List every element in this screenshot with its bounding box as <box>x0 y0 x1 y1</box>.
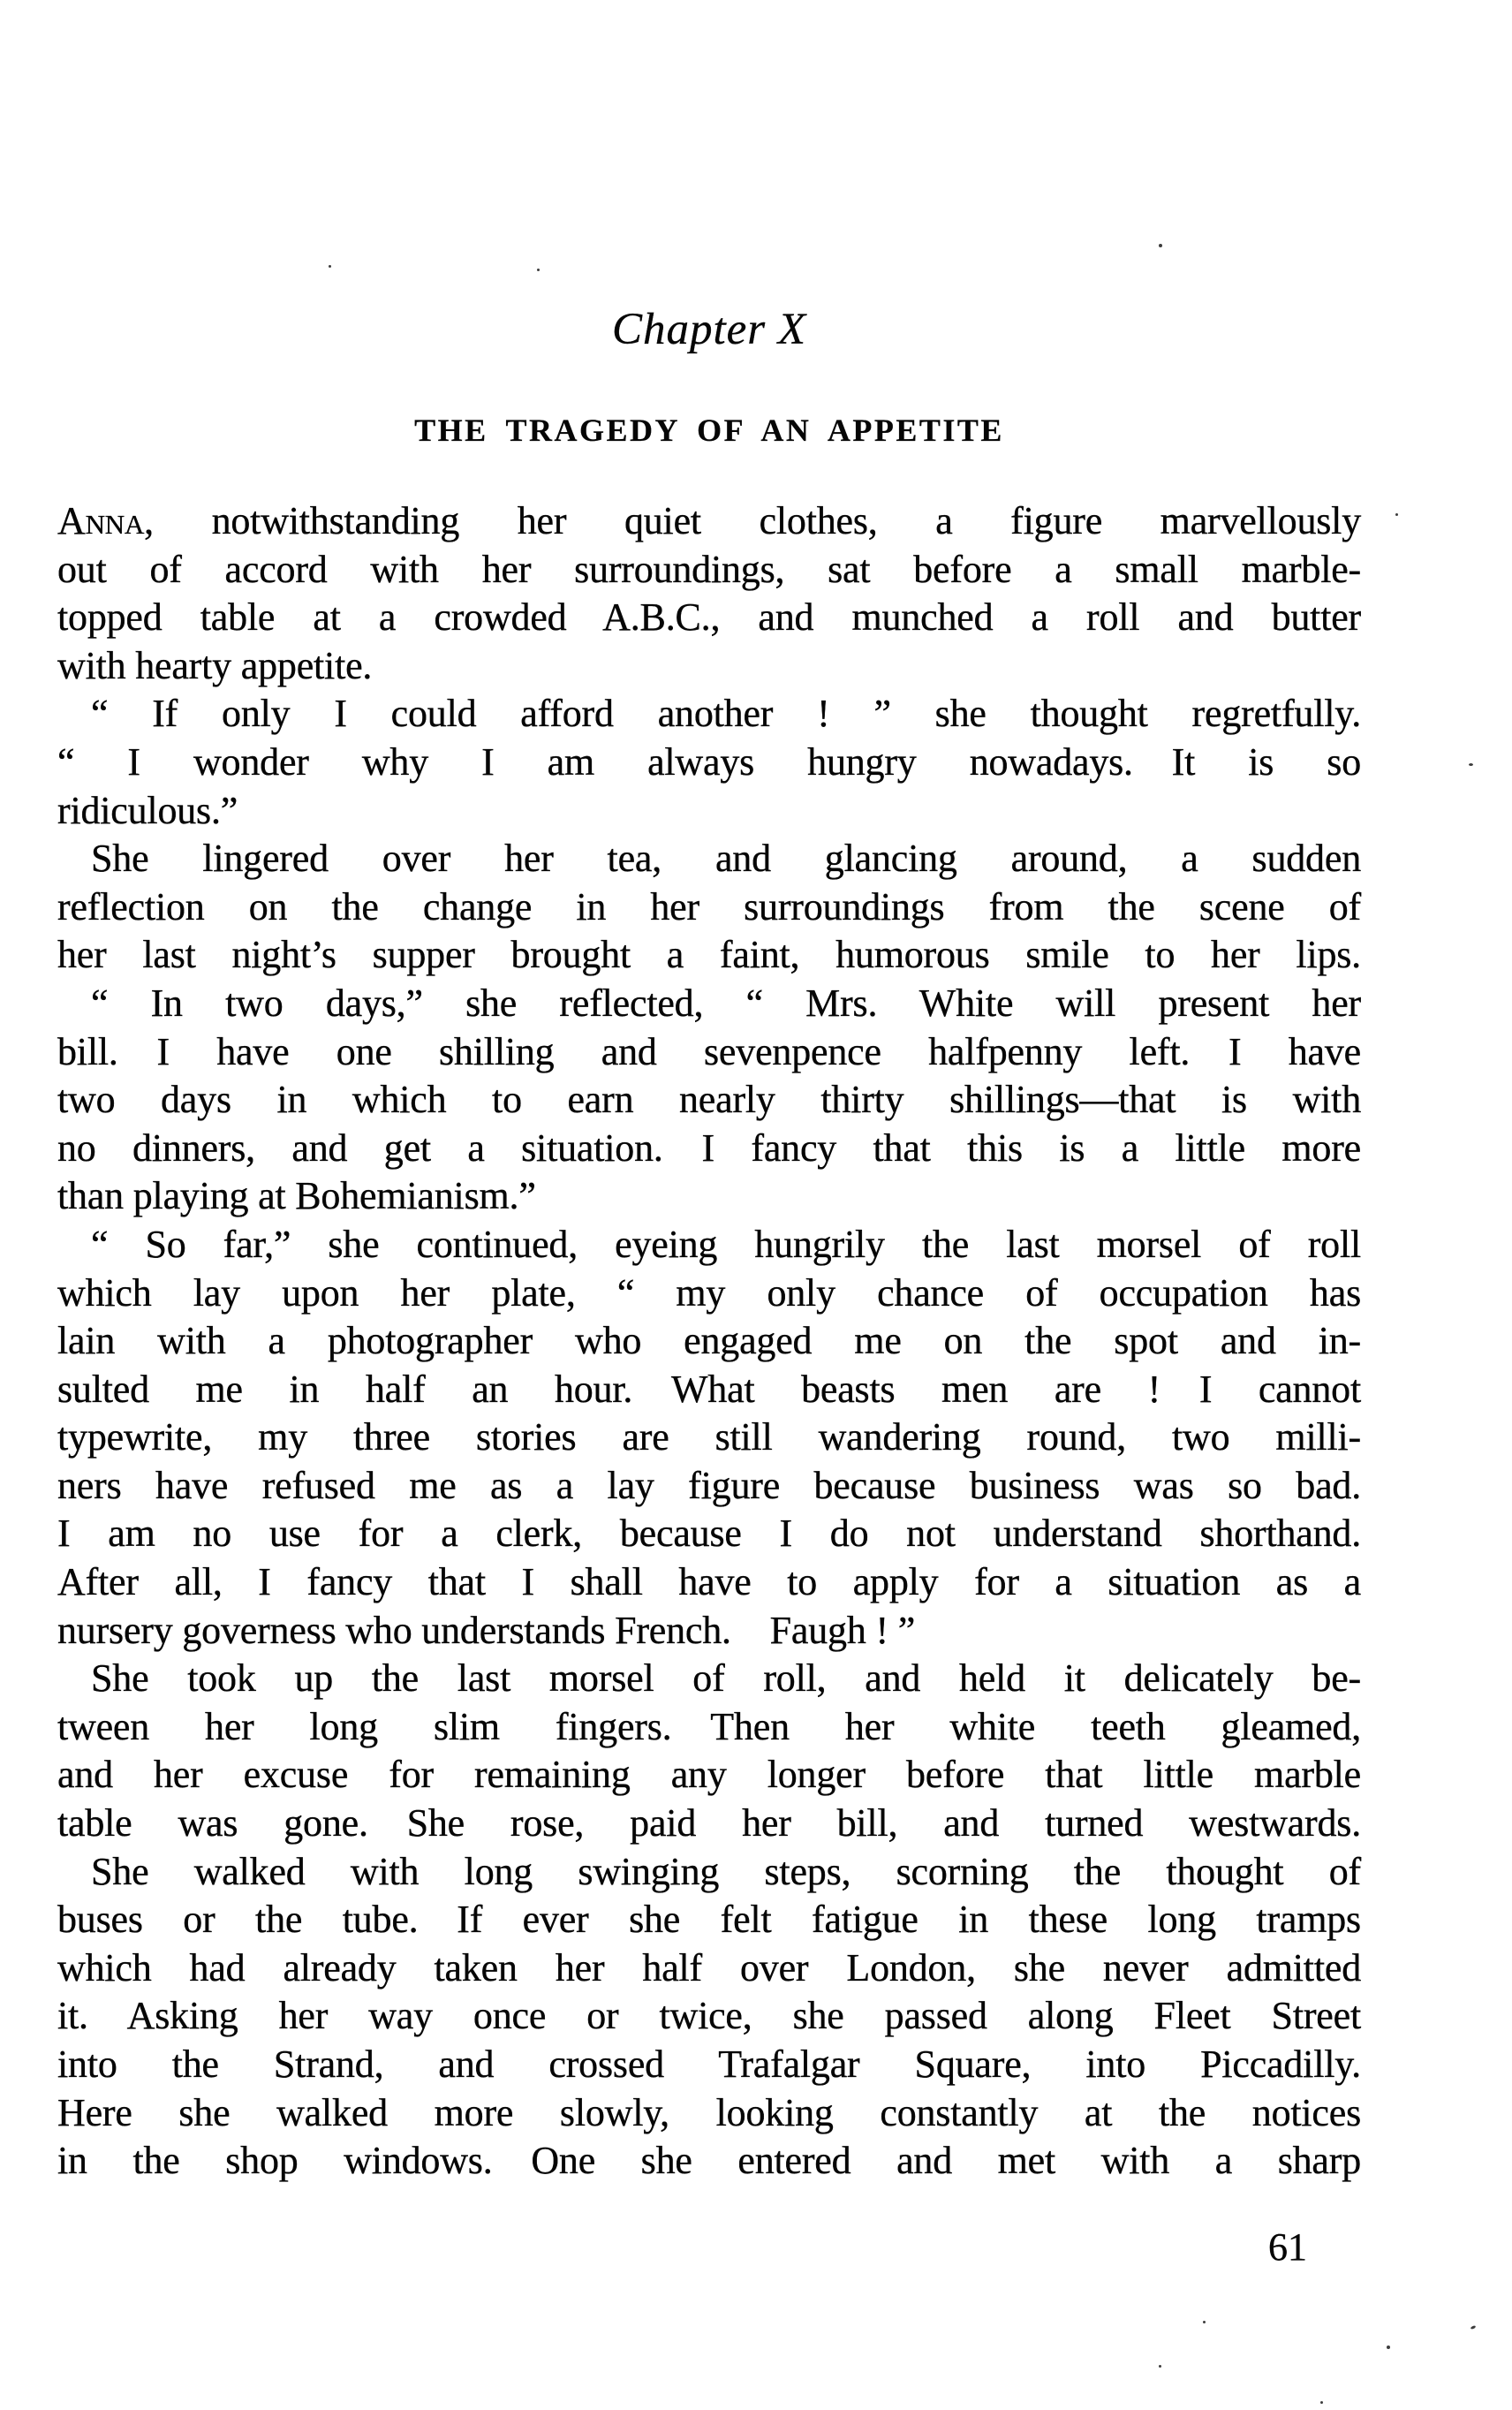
text-line: which lay upon her plate, “ my only chance of occupation has <box>57 1270 1361 1315</box>
text-line: I am no use for a clerk, because I do not understand shorthand. <box>57 1512 1361 1556</box>
text-line: “ I wonder why I am always hungry nowadays. It is so <box>57 739 1361 784</box>
scan-speck <box>1387 2346 1390 2349</box>
text-line: buses or the tube. If ever she felt fatigue in these long tramps <box>57 1898 1361 1942</box>
text-line: in the shop windows. One she entered and met with a sharp <box>57 2139 1361 2183</box>
text-line: Anna, notwithstanding her quiet clothes, a figure marvellously <box>57 499 1361 542</box>
text-line: which had already taken her half over London, she never admitted <box>57 1945 1361 1989</box>
text-line: Here she walked more slowly, looking constantly at the notices <box>57 2090 1361 2134</box>
text-line: sulted me in half an hour. What beasts men are ! I cannot <box>57 1367 1361 1411</box>
text-line: her last night’s supper brought a faint, humorous smile to her lips. <box>57 933 1361 977</box>
scan-speck <box>1320 2401 1323 2404</box>
paragraph <box>57 835 1361 980</box>
paragraph <box>57 690 1361 835</box>
text-line: After all, I fancy that I shall have to apply for a situation as a <box>57 1560 1361 1604</box>
body-text <box>57 497 1361 2186</box>
text-line: She lingered over her tea, and glancing around, a sudden <box>91 837 1361 881</box>
scan-speck <box>1469 763 1473 766</box>
text-line: “ So far,” she continued, eyeing hungrily the last morsel of roll <box>91 1222 1361 1266</box>
text-line: She took up the last morsel of roll, and held it delicately be- <box>91 1656 1361 1701</box>
scan-speck <box>1159 2365 1161 2368</box>
text-line: “ If only I could afford another ! ” she thought regretfully. <box>91 692 1361 736</box>
text-line: and her excuse for remaining any longer before that little marble <box>57 1753 1361 1797</box>
smallcaps-lead: Anna <box>57 499 145 542</box>
text-line: “ In two days,” she reflected, “ Mrs. White will present her <box>91 981 1361 1025</box>
text-line: out of accord with her surroundings, sat before a small marble- <box>57 547 1361 591</box>
text-line: ridiculous.” <box>57 788 238 832</box>
text-line: reflection on the change in her surroundings from the scene of <box>57 884 1361 928</box>
scan-speck <box>1203 2321 1206 2323</box>
chapter-subtitle: THE TRAGEDY OF AN APPETITE <box>414 413 1004 448</box>
paragraph <box>57 497 1361 690</box>
text-line: She walked with long swinging steps, scorning the thought of <box>91 1849 1361 1893</box>
page-number: 61 <box>1268 2225 1307 2269</box>
text-line: two days in which to earn nearly thirty shillings—that is with <box>57 1078 1361 1122</box>
text-line: bill. I have one shilling and sevenpence halfpenny left. I have <box>57 1029 1361 1073</box>
text-line: than playing at Bohemianism.” <box>57 1174 536 1218</box>
paragraph <box>57 980 1361 1221</box>
paragraph <box>57 1848 1361 2186</box>
text-line: with hearty appetite. <box>57 643 373 687</box>
scan-speck <box>1159 244 1162 247</box>
scan-speck <box>1470 2325 1477 2330</box>
text-line: nursery governess who understands French. Faugh ! ” <box>57 1608 916 1652</box>
paragraph <box>57 1655 1361 1847</box>
text-line: table was gone. She rose, paid her bill, and turned westwards. <box>57 1801 1361 1845</box>
scan-speck <box>329 265 331 268</box>
text-line: into the Strand, and crossed Trafalgar Square, into Piccadilly. <box>57 2042 1361 2086</box>
scan-speck <box>1395 513 1398 516</box>
text-line: it. Asking her way once or twice, she passed along Fleet Street <box>57 1994 1361 2038</box>
text-line: topped table at a crowded A.B.C., and munched a roll and butter <box>57 595 1361 640</box>
text-line: typewrite, my three stories are still wandering round, two milli- <box>57 1415 1361 1459</box>
text-line: no dinners, and get a situation. I fancy that this is a little more <box>57 1125 1361 1170</box>
text-line: lain with a photographer who engaged me on the spot and in- <box>57 1319 1361 1363</box>
scan-speck <box>537 269 540 271</box>
text-line: tween her long slim fingers. Then her white teeth gleamed, <box>57 1704 1361 1748</box>
chapter-title: Chapter X <box>611 305 807 354</box>
text-line: ners have refused me as a lay figure because business was so bad. <box>57 1463 1361 1507</box>
paragraph <box>57 1221 1361 1655</box>
